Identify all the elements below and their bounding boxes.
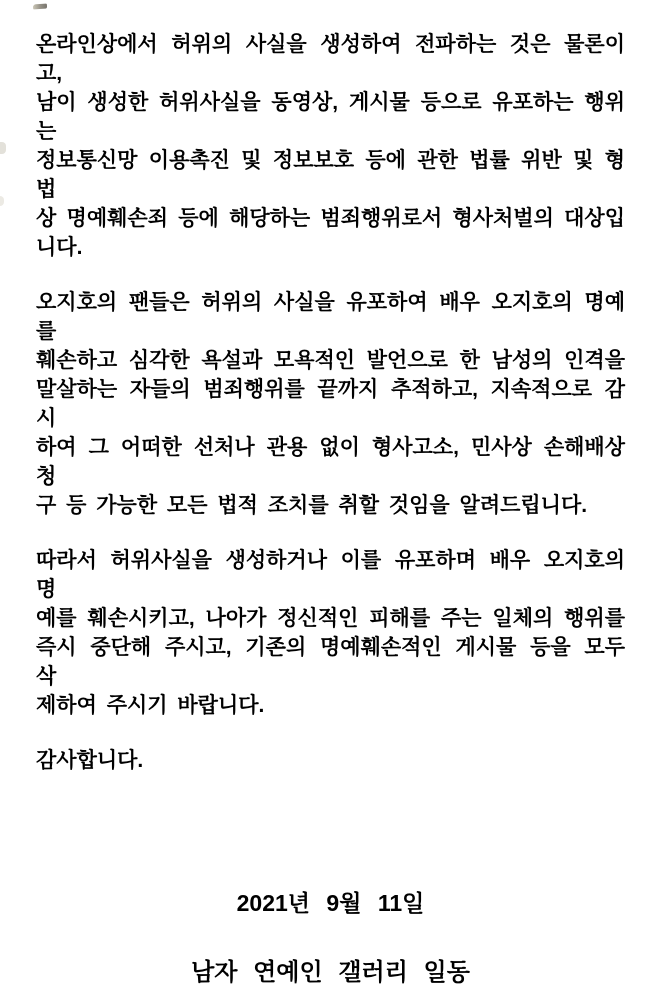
scan-artifact: [0, 196, 4, 206]
paragraph: [36, 30, 625, 262]
signature-line: 남자 연예인 갤러리 일동: [191, 959, 470, 986]
text-line: 제하여 주시기 바랍니다.: [36, 694, 265, 717]
text-line: 정보통신망 이용촉진 및 정보보호 등에 관한 법률 위반 및 형법: [36, 149, 625, 201]
text-line: 훼손하고 심각한 욕설과 모욕적인 발언으로 한 남성의 인격을: [36, 349, 625, 372]
paragraph: [36, 546, 625, 720]
paragraphs: [36, 30, 625, 775]
text-line: 따라서 허위사실을 생성하거나 이를 유포하며 배우 오지호의 명: [36, 549, 625, 601]
text-line: 남이 생성한 허위사실을 동영상, 게시물 등으로 유포하는 행위는: [36, 91, 625, 143]
text-line: 예를 훼손시키고, 나아가 정신적인 피해를 주는 일체의 행위를: [36, 607, 625, 630]
text-line: 상 명예훼손죄 등에 해당하는 범죄행위로서 형사처벌의 대상입: [36, 207, 625, 230]
scan-artifact: [0, 142, 6, 154]
text-line: 오지호의 팬들은 허위의 사실을 유포하여 배우 오지호의 명예를: [36, 291, 625, 343]
text-line: 니다.: [36, 236, 83, 259]
text-line: 하여 그 어떠한 선처나 관용 없이 형사고소, 민사상 손해배상 청: [36, 436, 625, 488]
text-line: 말살하는 자들의 범죄행위를 끝까지 추적하고, 지속적으로 감시: [36, 378, 625, 430]
paragraph: [36, 746, 625, 775]
text-line: 구 등 가능한 모든 법적 조치를 취할 것임을 알려드립니다.: [36, 494, 588, 517]
text-line: 즉시 중단해 주시고, 기존의 명예훼손적인 게시물 등을 모두 삭: [36, 636, 625, 688]
scan-artifact: [33, 4, 47, 10]
date-line: 2021년 9월 11일: [236, 890, 425, 916]
text-line: 온라인상에서 허위의 사실을 생성하여 전파하는 것은 물론이고,: [36, 33, 625, 85]
paragraph: [36, 288, 625, 520]
text-line: 감사합니다.: [36, 749, 144, 772]
